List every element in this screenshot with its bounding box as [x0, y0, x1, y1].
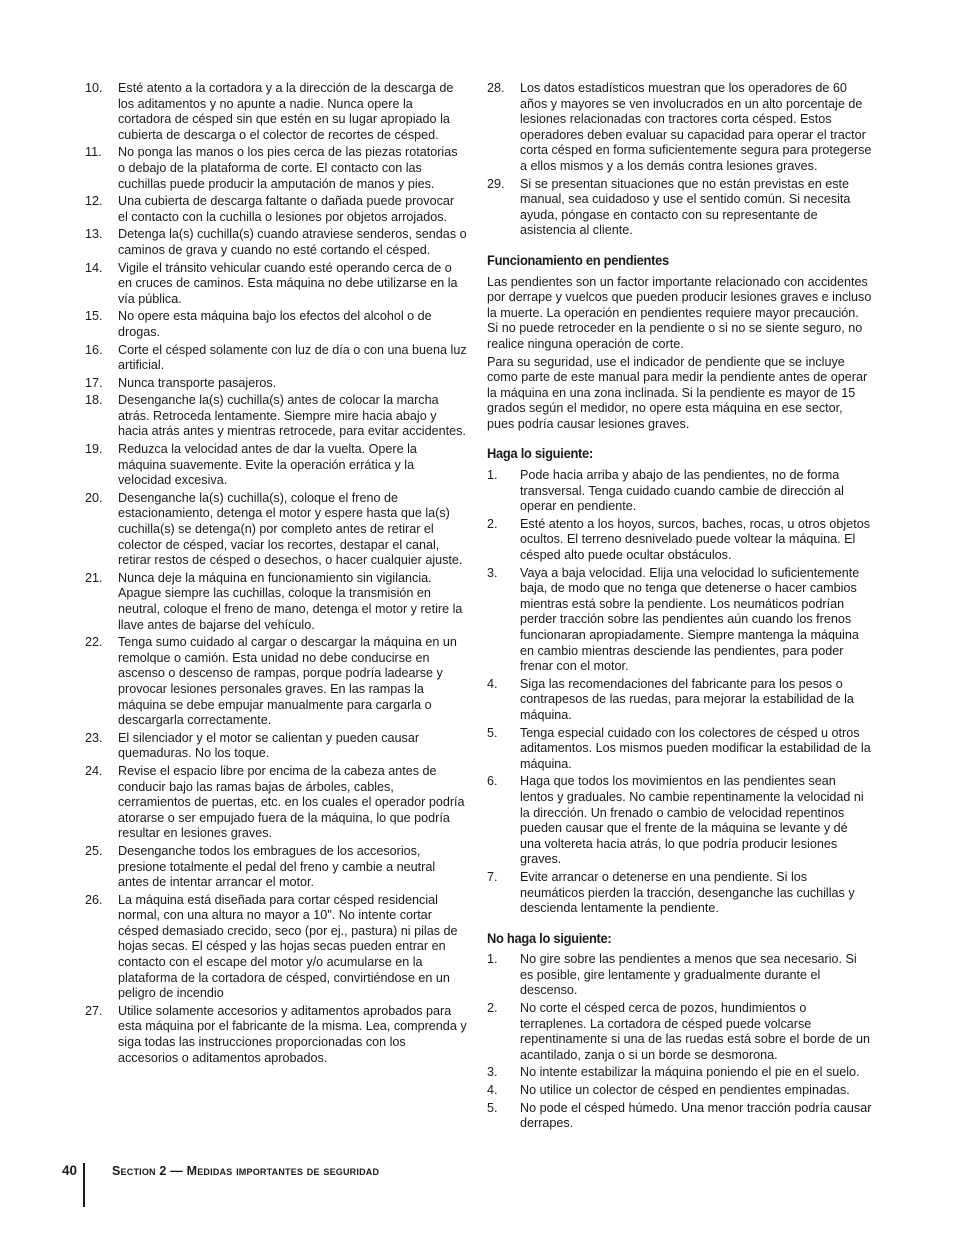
item-number: 22.: [85, 635, 103, 650]
list-item: [487, 1083, 872, 1099]
item-number: 1.: [487, 952, 498, 967]
list-item: [85, 893, 467, 1002]
item-number: 29.: [487, 176, 505, 191]
list-item: [487, 517, 872, 564]
item-text: No corte el césped cerca de pozos, hundimientos o terraplenes. La cortadora de césped puede volcarse repentinamente si una de las ruedas está sobre el borde de un acantilado, zanja o si un borde se desmorona.: [520, 1001, 871, 1062]
item-number: 2.: [487, 1001, 498, 1016]
item-text: No intente estabilizar la máquina poniendo el pie en el suelo.: [520, 1065, 860, 1080]
item-text: El silenciador y el motor se calientan y pueden causar quemaduras. No los toque.: [118, 730, 420, 761]
list-item: [487, 1101, 872, 1132]
item-text: No opere esta máquina bajo los efectos del alcohol o de drogas.: [118, 309, 432, 339]
list-item: [85, 571, 467, 633]
item-text: Detenga la(s) cuchilla(s) cuando atraviese senderos, sendas o caminos de grava y cuando no esté cortando el césped.: [118, 227, 467, 257]
list-item: [487, 726, 872, 773]
footer-divider: [83, 1163, 85, 1207]
item-number: 4.: [487, 676, 498, 691]
item-number: 6.: [487, 774, 498, 789]
slopes-heading: Funcionamiento en pendientes: [487, 251, 669, 268]
item-number: 5.: [487, 725, 498, 740]
list-item: [487, 870, 872, 917]
item-number: 26.: [85, 892, 103, 907]
item-text: Desenganche todos los embragues de los accesorios, presione totalmente el pedal del freno y cambie a neutral antes de intentar arrancar el motor.: [118, 843, 436, 890]
item-number: 11.: [85, 145, 102, 160]
list-item: [85, 227, 467, 258]
item-number: 7.: [487, 869, 498, 884]
list-item: [85, 343, 467, 374]
item-number: 2.: [487, 516, 498, 531]
item-number: 13.: [85, 227, 103, 242]
item-text: Esté atento a la cortadora y a la dirección de la descarga de los aditamentos y no apunte a nadie. Nunca opere la cortadora de césped sin que estén en su lugar apropiado la cubierta de descarga o el colector de recortes de césped.: [118, 81, 454, 142]
item-number: 10.: [85, 81, 103, 95]
left-column: [85, 81, 467, 1068]
item-text: Si se presentan situaciones que no están previstas en este manual, sea cuidadoso y use el sentido común. Si necesita ayuda, póngase en contacto con su representante de asistencia al cliente.: [520, 176, 851, 238]
item-number: 3.: [487, 1065, 498, 1080]
item-number: 1.: [487, 468, 498, 483]
item-text: Vaya a baja velocidad. Elija una velocidad lo suficientemente baja, de modo que no tenga que detenerse o hacer cambios mientras está sobre la pendiente. Los neumáticos podrían perder tracción sobre las pendientes aún cuando los frenos funcionaran apropiadamente. Siempre mantenga la máquina en cambio mientras desciende las pendientes, para poder frenar con el motor.: [520, 565, 860, 674]
item-number: 21.: [85, 570, 103, 585]
item-text: Utilice solamente accesorios y aditamentos aprobados para esta máquina por el fabricante de la misma. Lea, comprenda y siga todas las instrucciones proporcionadas con los accesorios o aditamentos aprobados.: [118, 1003, 467, 1065]
list-item: [85, 194, 467, 225]
item-text: Desenganche la(s) cuchilla(s), coloque el freno de estacionamiento, detenga el motor y espere hasta que la(s) cuchilla(s) se detenga(n) por completo antes de retirar el colector de césped, vaciar los recortes, destapar el canal, retirar restos de césped o desechos, o hacer cualquier ajuste.: [118, 490, 463, 568]
item-number: 12.: [85, 194, 103, 209]
slopes-paragraph: Las pendientes son un factor importante relacionado con accidentes por derrape y vuelcos que pueden producir lesiones graves e incluso la muerte. La operación en pendientes requiere mayor precaución. Si no puede retroceder en la pendiente o si no se siente seguro, no realice ninguna operación de corte.: [487, 274, 872, 351]
list-item: [487, 774, 872, 868]
list-item: [85, 764, 467, 842]
list-item: [85, 844, 467, 891]
dont-heading: No haga lo siguiente:: [487, 929, 612, 946]
item-number: 14.: [85, 260, 103, 275]
list-item: [85, 731, 467, 762]
item-text: Vigile el tránsito vehicular cuando esté operando cerca de o en cruces de caminos. Esta máquina no debe utilizarse en la vía pública.: [118, 260, 458, 306]
item-text: Tenga sumo cuidado al cargar o descargar la máquina en un remolque o camión. Esta unidad no debe conducirse en ascenso o descenso de rampas, porque podría ladearse y provocar lesiones personales graves. En las rampas la máquina se debe empujar manualmente para cargarla o descargarla correctamente.: [118, 635, 457, 728]
item-text: Pode hacia arriba y abajo de las pendientes, no de forma transversal. Tenga cuidado cuando cambie de dirección al operar en pendiente.: [520, 468, 844, 514]
right-column: [487, 81, 872, 1134]
list-item: [85, 145, 467, 192]
item-text: No ponga las manos o los pies cerca de las piezas rotatorias o debajo de la plataforma de corte. El contacto con las cuchillas puede producir la amputación de manos y pies.: [118, 145, 458, 191]
item-number: 20.: [85, 490, 103, 505]
item-text: Revise el espacio libre por encima de la cabeza antes de conducir bajo las ramas bajas de árboles, cables, cerramientos de puertas, etc. en los cuales el operador podría atorarse o ser empujado fuera de la máquina, lo que podría resultar en lesiones graves.: [118, 763, 465, 841]
item-number: 28.: [487, 81, 505, 95]
item-number: 16.: [85, 342, 103, 357]
item-text: La máquina está diseñada para cortar césped residencial normal, con una altura no mayor a 10". No intente cortar césped demasiado crecido, seco (por ej., pastura) ni pilas de hojas secas. El césped y las hojas secas pueden entrar en contacto con el escape del motor y/o acumularse en la plataforma de la cortadora de césped, convirtiéndose en un peligro de incendio: [118, 892, 458, 1001]
item-text: No pode el césped húmedo. Una menor tracción podría causar derrapes.: [520, 1100, 872, 1131]
item-number: 27.: [85, 1003, 103, 1018]
item-number: 18.: [85, 393, 103, 408]
item-text: Los datos estadísticos muestran que los operadores de 60 años y mayores se ven involucrados en un alto porcentaje de lesiones relacionadas con tractores corta césped. Estos operadores deben evaluar su capacidad para operar el tractor corta césped en forma suficientemente segura para protegerse a ellos mismos y a los demás contra lesiones graves.: [520, 81, 872, 173]
item-text: No utilice un colector de césped en pendientes empinadas.: [520, 1083, 850, 1098]
list-item: [85, 1004, 467, 1066]
list-item: [85, 261, 467, 308]
page-number: 40: [61, 1163, 77, 1178]
list-item: [85, 309, 467, 340]
section-title: Section 2 — Medidas importantes de seguridad: [112, 1164, 380, 1178]
item-text: Corte el césped solamente con luz de día o con una buena luz artificial.: [118, 342, 467, 373]
list-item: [487, 1001, 872, 1063]
list-item: [487, 952, 872, 999]
item-text: Desenganche la(s) cuchilla(s) antes de colocar la marcha atrás. Retroceda lentamente. Siempre mire hacia abajo y hacia atrás antes y mientras retrocede, para evitar accidentes.: [118, 393, 466, 439]
slopes-paragraph: Para su seguridad, use el indicador de pendiente que se incluye como parte de este manual para medir la pendiente antes de operar la máquina en una zona inclinada. Si la pendiente es mayor de 15 grados según el medidor, no opere esta máquina en ese sector, pues podría causar lesiones graves.: [487, 354, 868, 431]
item-text: No gire sobre las pendientes a menos que sea necesario. Si es posible, gire lentamente y gradualmente durante el descenso.: [520, 952, 857, 998]
item-text: Nunca deje la máquina en funcionamiento sin vigilancia. Apague siempre las cuchillas, coloque la transmisión en neutral, coloque el freno de mano, detenga el motor y retire la llave antes de bajarse del vehículo.: [118, 570, 463, 632]
list-item: [487, 81, 872, 175]
item-text: Evite arrancar o detenerse en una pendiente. Si los neumáticos pierden la tracción, desenganche las cuchillas y descienda lentamente la pendiente.: [520, 869, 855, 916]
item-text: Una cubierta de descarga faltante o dañada puede provocar el contacto con la cuchilla o lesiones por objetos arrojados.: [118, 194, 455, 224]
item-number: 5.: [487, 1100, 498, 1115]
item-number: 24.: [85, 763, 103, 778]
item-text: Esté atento a los hoyos, surcos, baches, rocas, u otros objetos ocultos. El terreno desnivelado puede voltear la máquina. El césped alto puede ocultar obstáculos.: [520, 516, 871, 563]
list-item: [487, 566, 872, 675]
do-heading: Haga lo siguiente:: [487, 445, 593, 462]
item-text: Haga que todos los movimientos en las pendientes sean lentos y graduales. No cambie repentinamente la velocidad ni la dirección. Un frenado o cambio de velocidad repentinos pueden causar que el frente de la máquina se levante y dé una voltereta hacia atrás, lo que podría producir lesiones graves.: [520, 774, 864, 867]
list-item: [85, 442, 467, 489]
item-text: Nunca transporte pasajeros.: [118, 375, 277, 390]
item-number: 23.: [85, 730, 103, 745]
item-number: 25.: [85, 843, 103, 858]
item-text: Reduzca la velocidad antes de dar la vuelta. Opere la máquina suavemente. Evite la operación errática y la velocidad excesiva.: [118, 442, 417, 488]
item-number: 15.: [85, 309, 103, 324]
item-number: 3.: [487, 565, 498, 580]
item-number: 19.: [85, 442, 103, 457]
list-item: [85, 635, 467, 729]
list-item: [487, 177, 872, 239]
list-item: [487, 468, 872, 515]
list-item: [85, 81, 467, 143]
list-item: [85, 491, 467, 569]
list-item: [487, 677, 872, 724]
item-number: 4.: [487, 1083, 498, 1098]
list-item: [487, 1065, 872, 1081]
list-item: [85, 376, 467, 392]
list-item: [85, 393, 467, 440]
item-text: Siga las recomendaciones del fabricante para los pesos o contrapesos de las ruedas, para mejorar la estabilidad de la máquina.: [520, 676, 854, 722]
item-number: 17.: [85, 375, 103, 390]
item-text: Tenga especial cuidado con los colectores de césped u otros aditamentos. Los mismos pueden modificar la estabilidad de la máquina.: [520, 725, 871, 771]
